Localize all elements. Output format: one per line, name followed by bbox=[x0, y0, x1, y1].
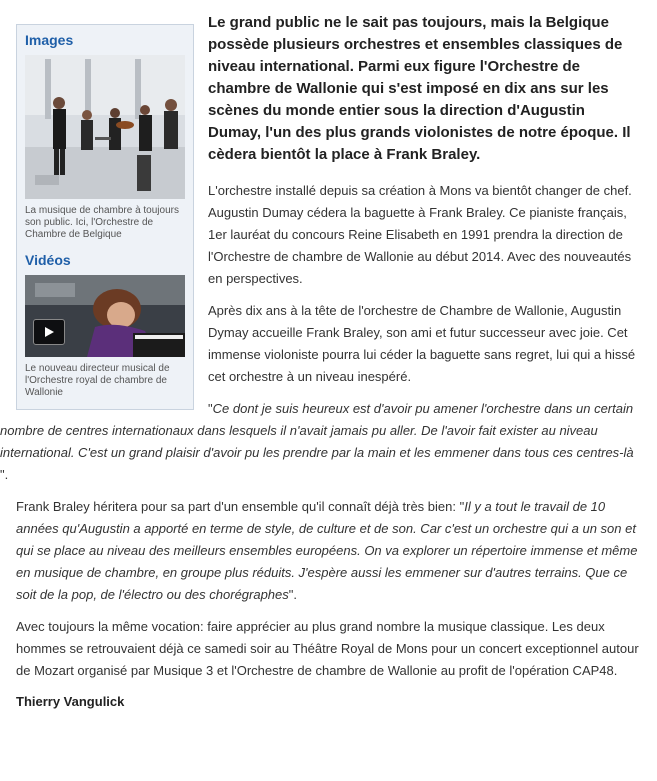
quote-open: " bbox=[208, 401, 213, 416]
quote-text: Ce dont je suis heureux est d'avoir pu amener l'orchestre dans un certain nombre de centres internationaux dans lesquels il n'avait jamais pu aller. De l'avoir fait exister au niveau international. C'est un grand plaisir d'avoir pu les prendre par la main et les emmener dans tous ces centres-là bbox=[0, 401, 634, 460]
media-sidebar bbox=[16, 24, 194, 410]
article-paragraph-1: L'orchestre installé depuis sa création à Mons va bientôt changer de chef. Augustin Dumay cédera la baguette à Frank Braley. Ce pianiste français, 1er lauréat du concours Reine Elisabeth en 1991 prendra la direction de l'Orchestre de chambre de Wallonie au début 2014. Avec des nouveautés en perspectives. bbox=[208, 183, 632, 286]
article-paragraph-2: Après dix ans à la tête de l'orchestre de Chambre de Wallonie, Augustin Dymay accueille Frank Braley, son ami et futur successeur avec joie. Cet immense violoniste pourra lui céder la baguette sans regret, lui qui a hissé cet orchestre à un niveau inespéré. bbox=[208, 303, 636, 384]
article-paragraph-4 bbox=[16, 496, 643, 606]
article-author: Thierry Vangulick bbox=[16, 694, 125, 709]
orchestra-photo[interactable] bbox=[25, 55, 185, 199]
paragraph-4-quote: Il y a tout le travail de 10 années qu'Augustin a apporté en terme de style, de culture et de son. Car c'est un orchestre qui a un son et qui se place au niveau des meilleurs ensembles européens. On va explorer un répertoire immense et même en musique de chambre, en groupe plus réduits. J'espère aussi les emmener sur d'autres terrains. Que ce soit de la pop, de l'électro ou des chorégraphes bbox=[16, 499, 638, 602]
article-paragraph-5: Avec toujours la même vocation: faire apprécier au plus grand nombre la musique classique. Les deux hommes se retrouvaient déjà ce samedi soir au Théâtre Royal de Mons pour un concert exceptionnel autour de Mozart organisé par Musique 3 et l'Orchestre de chambre de Wallonie au profit de l'opération CAP48. bbox=[16, 619, 639, 678]
quote-close: ". bbox=[0, 467, 9, 482]
article-lead: Le grand public ne le sait pas toujours, mais la Belgique possède plusieurs orchestres et ensembles classiques de niveau international. Parmi eux figure l'Orchestre de chambre de Wallonie qui s'est imposé en dix ans sur les scènes du monde entier sous la direction d'Augustin Dumay, l'un des plus grands violonistes de notre époque. Il cèdera bientôt la place à Frank Braley. bbox=[208, 14, 631, 163]
videos-caption: Le nouveau directeur musical de l'Orchestre royal de chambre de Wallonie bbox=[25, 363, 170, 398]
video-thumbnail[interactable] bbox=[25, 275, 185, 357]
paragraph-4-intro: Frank Braley héritera pour sa part d'un ensemble qu'il connaît déjà très bien: " bbox=[16, 499, 465, 514]
article-page bbox=[0, 12, 657, 781]
videos-heading: Vidéos bbox=[25, 252, 71, 268]
orchestra-photo-image bbox=[25, 55, 185, 199]
images-caption: La musique de chambre à toujours son public. Ici, l'Orchestre de Chambre de Belgique bbox=[25, 205, 179, 240]
paragraph-4-end: ". bbox=[288, 587, 298, 602]
play-icon[interactable] bbox=[33, 319, 65, 345]
article-quote-paragraph bbox=[0, 398, 643, 486]
images-heading: Images bbox=[25, 32, 74, 48]
